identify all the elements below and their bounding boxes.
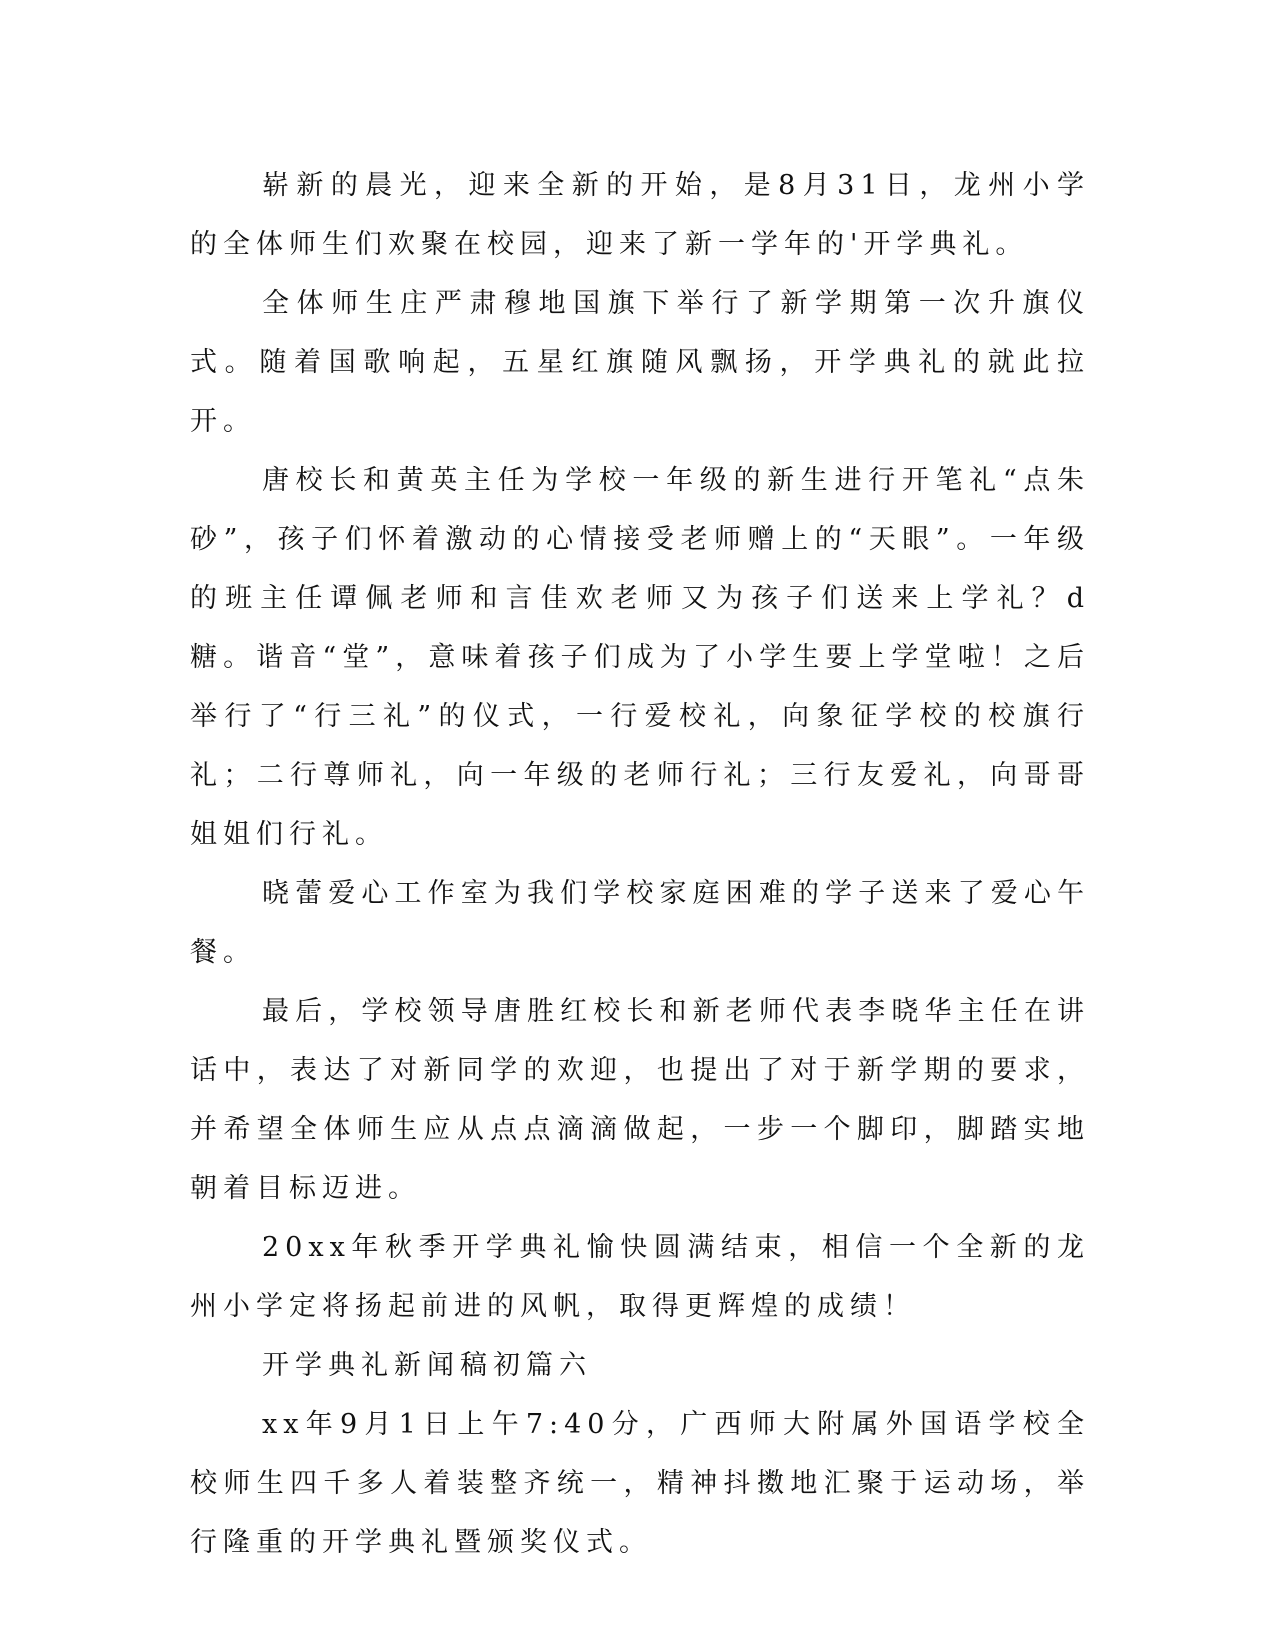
section-heading: 开学典礼新闻稿初篇六 — [262, 1350, 592, 1381]
paragraph-flag-raising: 全体师生庄严肃穆地国旗下举行了新学期第一次升旗仪式。随着国歌响起，五星红旗随风飘扬，开学典礼的就此拉开。 — [190, 288, 1090, 437]
paragraph-opening: 崭新的晨光，迎来全新的开始，是8月31日，龙州小学的全体师生们欢聚在校园，迎来了新一学年的'开学典礼。 — [190, 170, 1090, 260]
paragraph-speeches: 最后，学校领导唐胜红校长和新老师代表李晓华主任在讲话中，表达了对新同学的欢迎，也提出了对于新学期的要求，并希望全体师生应从点点滴滴做起，一步一个脚印，脚踏实地朝着目标迈进。 — [190, 996, 1090, 1204]
document-body — [190, 156, 1090, 1572]
paragraph-conclusion: 20xx年秋季开学典礼愉快圆满结束，相信一个全新的龙州小学定将扬起前进的风帆，取得更辉煌的成绩！ — [190, 1232, 1090, 1322]
paragraph-guangxi-ceremony: xx年9月1日上午7:40分，广西师大附属外国语学校全校师生四千多人着装整齐统一，精神抖擞地汇聚于运动场，举行隆重的开学典礼暨颁奖仪式。 — [190, 1409, 1090, 1558]
paragraph-first-grade-ceremony: 唐校长和黄英主任为学校一年级的新生进行开笔礼“点朱砂”，孩子们怀着激动的心情接受老师赠上的“天眼”。一年级的班主任谭佩老师和言佳欢老师又为孩子们送来上学礼？d糖。谐音“堂”，意味着孩子们成为了小学生要上学堂啦！之后举行了“行三礼”的仪式，一行爱校礼，向象征学校的校旗行礼；二行尊师礼，向一年级的老师行礼；三行友爱礼，向哥哥姐姐们行礼。 — [190, 465, 1090, 850]
paragraph-charity-lunch: 晓蕾爱心工作室为我们学校家庭困难的学子送来了爱心午餐。 — [190, 878, 1090, 968]
